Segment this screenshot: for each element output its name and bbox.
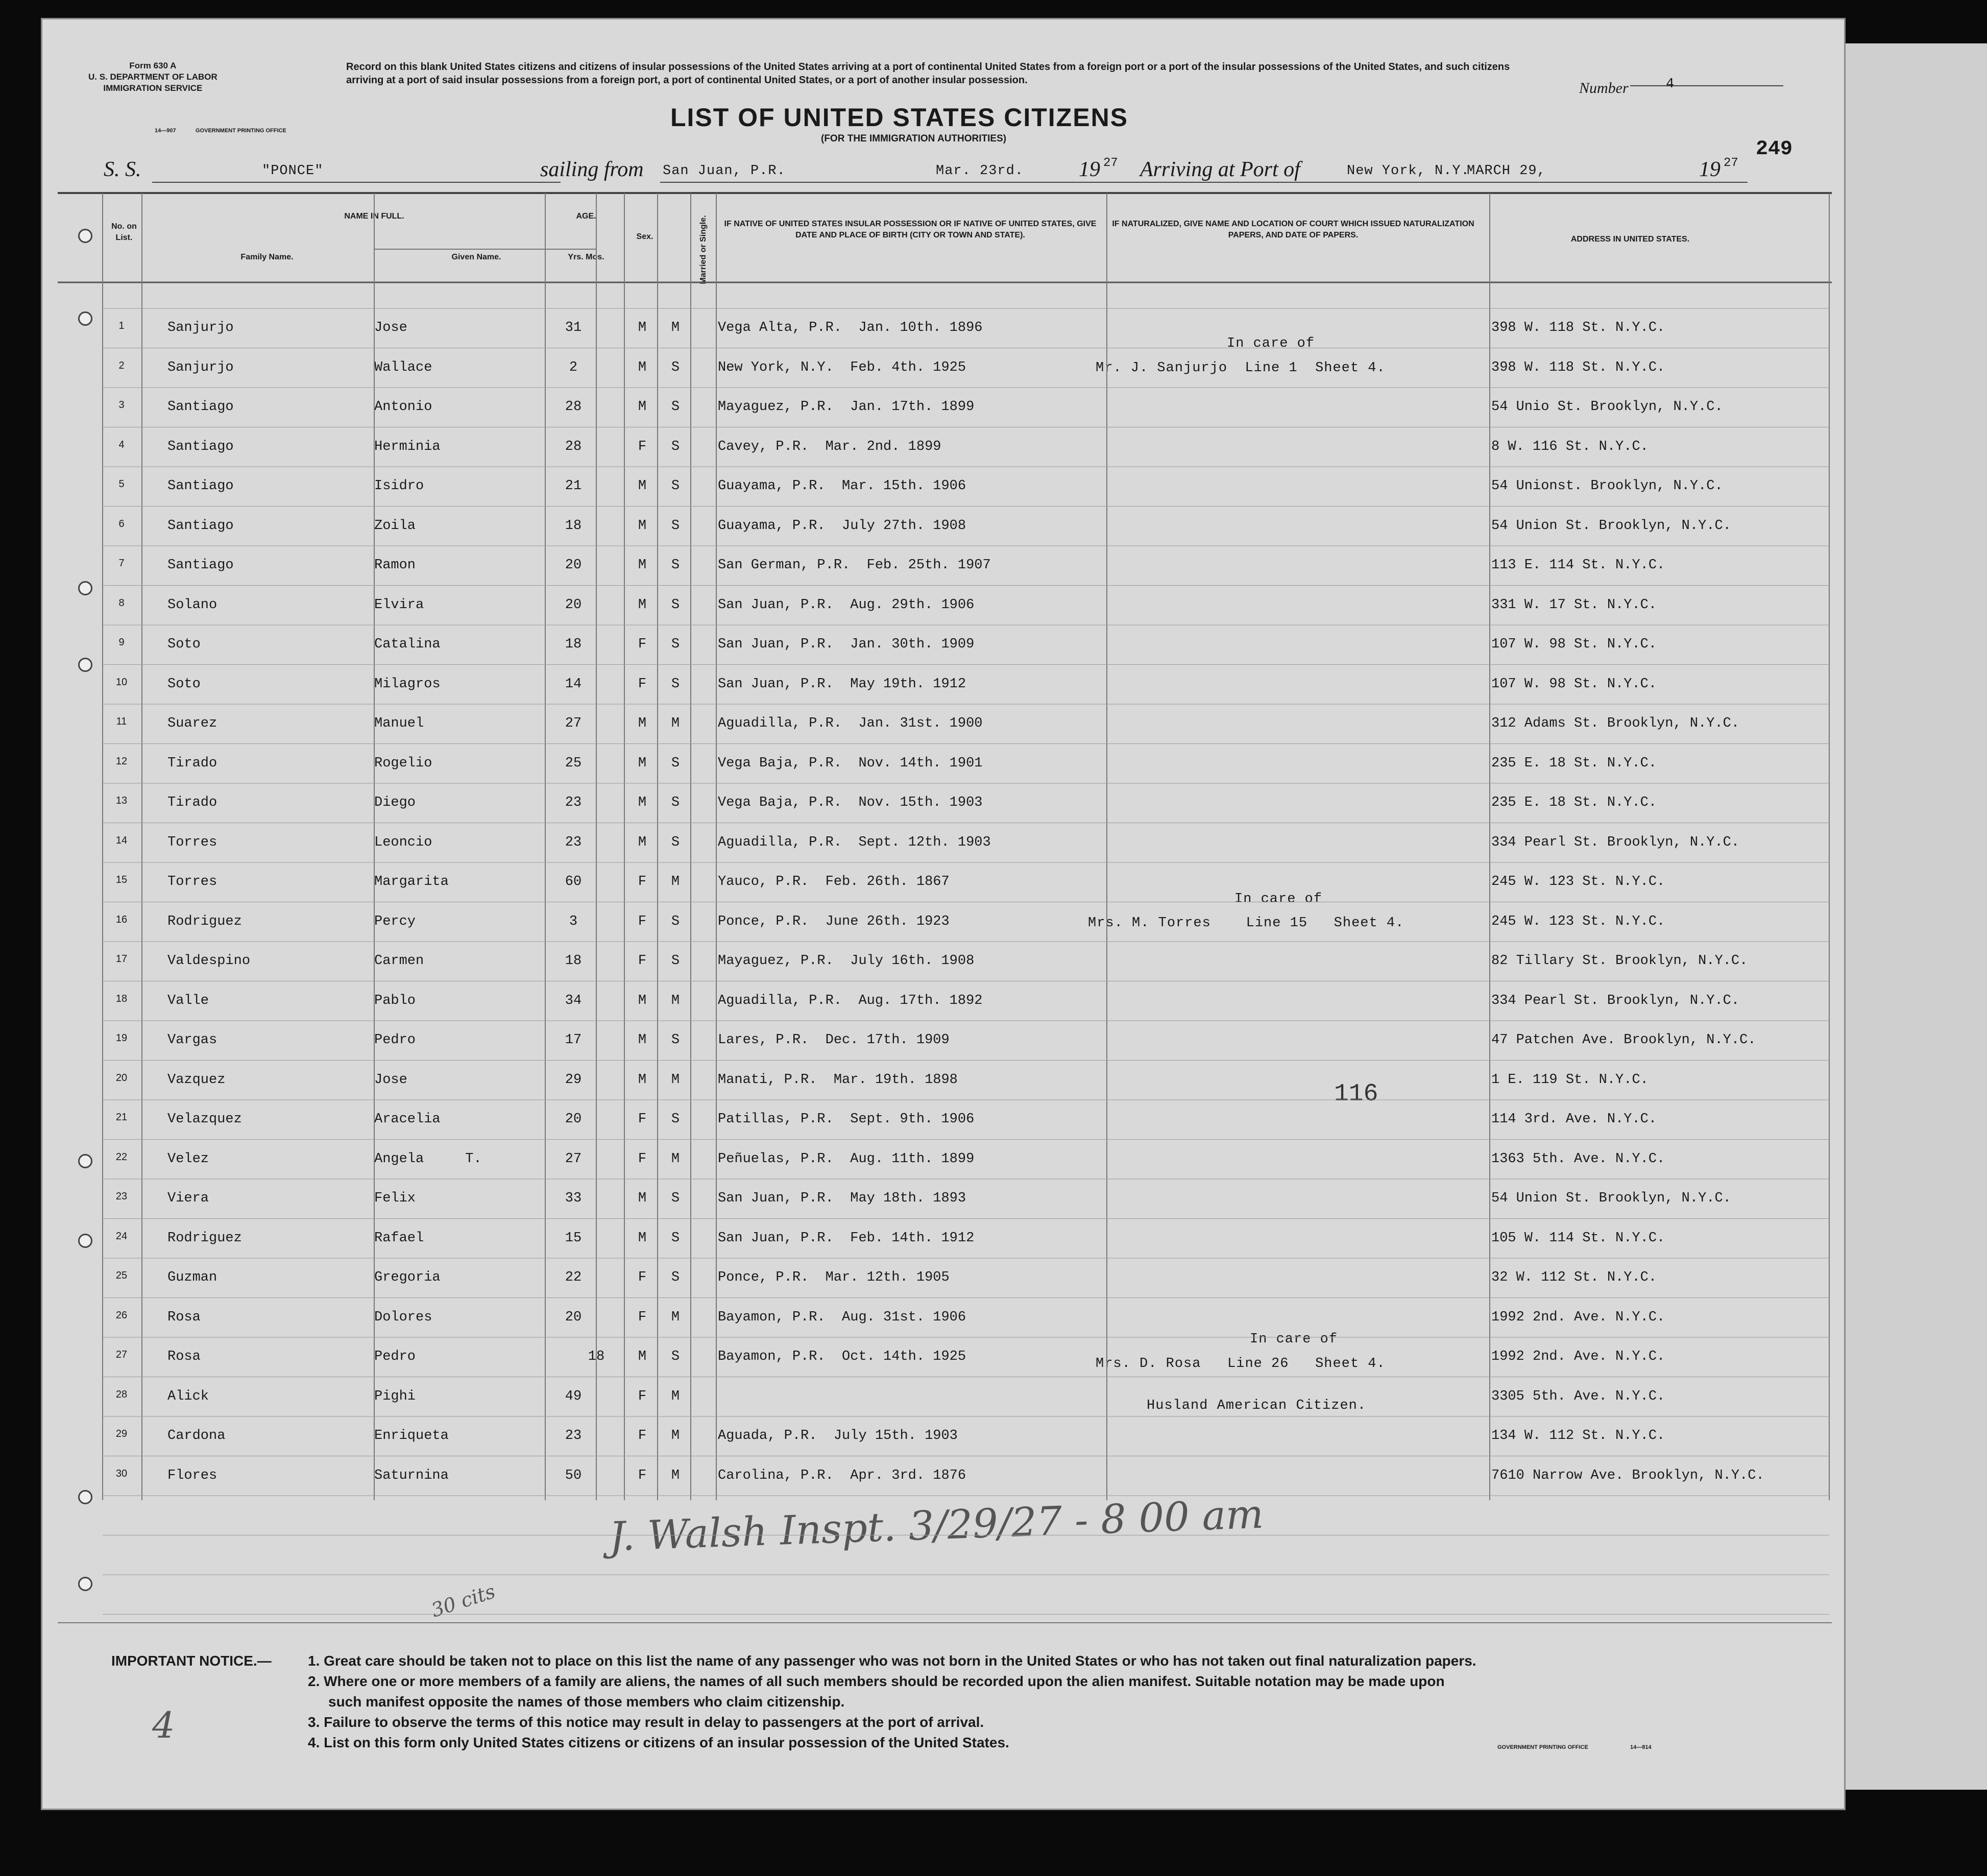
given-name: Dolores xyxy=(374,1309,432,1325)
sex: F xyxy=(638,1151,647,1167)
family-name: Torres xyxy=(167,834,217,850)
birth-info: Aguada, P.R. July 15th. 1903 xyxy=(718,1428,958,1444)
family-name: Santiago xyxy=(167,558,234,573)
marital-status: S xyxy=(671,676,680,692)
ss-label: S. S. xyxy=(104,158,141,181)
marital-status: M xyxy=(671,1151,680,1167)
sex: M xyxy=(638,1230,647,1246)
sex: M xyxy=(638,993,647,1008)
age-years: 17 xyxy=(565,1032,582,1048)
marital-status: S xyxy=(671,1191,680,1206)
birth-info: Mayaguez, P.R. Jan. 17th. 1899 xyxy=(718,399,975,415)
row-number: 27 xyxy=(115,1349,128,1360)
address: 134 W. 112 St. N.Y.C. xyxy=(1491,1428,1665,1444)
given-name: Carmen xyxy=(374,953,424,969)
note-4-line1: Husland American Citizen. xyxy=(1147,1398,1367,1413)
row-number: 4 xyxy=(118,439,125,450)
address: 398 W. 118 St. N.Y.C. xyxy=(1491,320,1665,335)
given-name: Gregoria xyxy=(374,1270,441,1285)
birth-info: Vega Alta, P.R. Jan. 10th. 1896 xyxy=(718,320,983,335)
row-number: 16 xyxy=(115,913,128,925)
marital-status: S xyxy=(671,1349,680,1364)
sex: F xyxy=(638,637,647,652)
family-name: Valdespino xyxy=(167,953,251,969)
address: 107 W. 98 St. N.Y.C. xyxy=(1491,676,1657,692)
row-number: 24 xyxy=(115,1230,128,1242)
family-name: Viera xyxy=(167,1191,209,1206)
number-label: Number xyxy=(1579,80,1629,97)
family-name: Torres xyxy=(167,874,217,889)
service-name: IMMIGRATION SERVICE xyxy=(103,83,203,93)
age-years: 20 xyxy=(565,1309,582,1325)
col-header-family: Family Name. xyxy=(240,253,294,261)
family-name: Rodriguez xyxy=(167,913,242,929)
age-years: 34 xyxy=(565,993,582,1008)
note-2-line1: In care of xyxy=(1234,892,1323,907)
birth-info: Mayaguez, P.R. July 16th. 1908 xyxy=(718,953,975,969)
age-years: 23 xyxy=(565,795,582,810)
birth-info: Guayama, P.R. Mar. 15th. 1906 xyxy=(718,478,966,494)
sex: F xyxy=(638,1309,647,1325)
col-header-sex: Sex. xyxy=(636,232,653,241)
age-years: 29 xyxy=(565,1072,582,1088)
given-name: Rafael xyxy=(374,1230,424,1246)
age-years: 28 xyxy=(565,439,582,454)
printing-code: 14—907 xyxy=(155,128,176,134)
row-number: 7 xyxy=(118,558,125,569)
stamp-number: 116 xyxy=(1334,1080,1378,1108)
row-number: 17 xyxy=(115,953,128,965)
given-name: Enriqueta xyxy=(374,1428,449,1444)
sex: M xyxy=(638,1191,647,1206)
family-name: Santiago xyxy=(167,439,234,454)
given-name: Pighi xyxy=(374,1388,416,1404)
row-number: 13 xyxy=(115,795,128,806)
address: 245 W. 123 St. N.Y.C. xyxy=(1491,874,1665,889)
sex: M xyxy=(638,478,647,494)
notice-heading: IMPORTANT NOTICE.— xyxy=(111,1653,272,1669)
row-number: 26 xyxy=(115,1309,128,1321)
note-1-line1: In care of xyxy=(1227,336,1315,351)
birth-info: Cavey, P.R. Mar. 2nd. 1899 xyxy=(718,439,941,454)
given-name: Elvira xyxy=(374,597,424,613)
sailing-label: sailing from xyxy=(540,158,644,181)
birth-info: Aguadilla, P.R. Jan. 31st. 1900 xyxy=(718,716,983,731)
age-years: 23 xyxy=(565,834,582,850)
address: 334 Pearl St. Brooklyn, N.Y.C. xyxy=(1491,834,1740,850)
address: 114 3rd. Ave. N.Y.C. xyxy=(1491,1112,1657,1127)
marital-status: S xyxy=(671,399,680,415)
birth-info: Guayama, P.R. July 27th. 1908 xyxy=(718,518,966,534)
given-name: Rogelio xyxy=(374,755,432,771)
footer-printing-office: GOVERNMENT PRINTING OFFICE xyxy=(1497,1744,1588,1750)
address: 113 E. 114 St. N.Y.C. xyxy=(1491,558,1665,573)
year-suffix: 27 xyxy=(1103,156,1118,170)
age-years: 18 xyxy=(565,637,582,652)
col-header-birth: IF NATIVE OF UNITED STATES INSULAR POSSESSION OR IF NATIVE OF UNITED STATES, GIVE DATE AND PLACE OF BIRTH (CITY OR TOWN AND STATE). xyxy=(724,220,1097,239)
family-name: Sanjurjo xyxy=(167,359,234,375)
birth-info: San Juan, P.R. May 19th. 1912 xyxy=(718,676,966,692)
given-name: Pedro xyxy=(374,1349,416,1364)
given-name: Ramon xyxy=(374,558,416,573)
sex: F xyxy=(638,676,647,692)
family-name: Valle xyxy=(167,993,209,1008)
sex: M xyxy=(638,320,647,335)
age-years: 20 xyxy=(565,1112,582,1127)
sex: M xyxy=(638,359,647,375)
family-name: Tirado xyxy=(167,755,217,771)
footer-code: 14—814 xyxy=(1630,1744,1652,1750)
number-value: 4 xyxy=(1666,77,1675,92)
address: 54 Union St. Brooklyn, N.Y.C. xyxy=(1491,518,1731,534)
row-number: 22 xyxy=(115,1151,128,1163)
col-header-no: No. on List. xyxy=(111,222,137,242)
marital-status: S xyxy=(671,518,680,534)
given-name: Zoila xyxy=(374,518,416,534)
address: 398 W. 118 St. N.Y.C. xyxy=(1491,359,1665,375)
note-2-line2: Mrs. M. Torres Line 15 Sheet 4. xyxy=(1088,916,1404,931)
row-number: 30 xyxy=(115,1468,128,1479)
marital-status: S xyxy=(671,1032,680,1048)
sex: M xyxy=(638,795,647,810)
arrival-port: New York, N.Y. xyxy=(1347,163,1470,179)
family-name: Soto xyxy=(167,637,201,652)
note-3-line1: In care of xyxy=(1250,1332,1338,1347)
row-number: 28 xyxy=(115,1388,128,1400)
age-years: 20 xyxy=(565,597,582,613)
notice-item-1: 1. Great care should be taken not to place on this list the name of any passenger who was not born in the United States or who has not taken out final naturalization papers. xyxy=(308,1653,1476,1669)
page-number: 249 xyxy=(1756,138,1793,161)
address: 32 W. 112 St. N.Y.C. xyxy=(1491,1270,1657,1285)
sex: M xyxy=(638,1032,647,1048)
marital-status: S xyxy=(671,795,680,810)
birth-info: San German, P.R. Feb. 25th. 1907 xyxy=(718,558,991,573)
address: 235 E. 18 St. N.Y.C. xyxy=(1491,755,1657,771)
marital-status: S xyxy=(671,439,680,454)
marital-status: S xyxy=(671,359,680,375)
family-name: Soto xyxy=(167,676,201,692)
birth-info: Vega Baja, P.R. Nov. 14th. 1901 xyxy=(718,755,983,771)
row-number: 9 xyxy=(118,637,125,648)
arriving-label: Arriving at Port of xyxy=(1140,158,1300,181)
birth-info: Aguadilla, P.R. Sept. 12th. 1903 xyxy=(718,834,991,850)
row-number: 3 xyxy=(118,399,125,411)
family-name: Santiago xyxy=(167,478,234,494)
row-number: 29 xyxy=(115,1428,128,1439)
age-years: 22 xyxy=(565,1270,582,1285)
address: 7610 Narrow Ave. Brooklyn, N.Y.C. xyxy=(1491,1468,1764,1483)
given-name: Jose xyxy=(374,320,407,335)
sex: F xyxy=(638,1388,647,1404)
birth-info: Ponce, P.R. June 26th. 1923 xyxy=(718,913,950,929)
sex: M xyxy=(638,597,647,613)
family-name: Rodriguez xyxy=(167,1230,242,1246)
age-years: 60 xyxy=(565,874,582,889)
family-name: Solano xyxy=(167,597,217,613)
age-years: 2 xyxy=(569,359,578,375)
family-name: Tirado xyxy=(167,795,217,810)
family-name: Suarez xyxy=(167,716,217,731)
family-name: Velez xyxy=(167,1151,209,1167)
given-name: Pablo xyxy=(374,993,416,1008)
ruling-lines xyxy=(42,19,1847,1812)
arrival-year-suffix: 27 xyxy=(1724,156,1738,170)
background-sheet xyxy=(1835,43,1987,1790)
given-name: Herminia xyxy=(374,439,441,454)
department-name: U. S. DEPARTMENT OF LABOR xyxy=(88,72,217,82)
margin-number: 4 xyxy=(152,1704,175,1746)
address: 1992 2nd. Ave. N.Y.C. xyxy=(1491,1349,1665,1364)
ship-name: "PONCE" xyxy=(262,163,324,179)
marital-status: S xyxy=(671,913,680,929)
sex: F xyxy=(638,439,647,454)
sex: M xyxy=(638,755,647,771)
row-number: 10 xyxy=(115,676,128,688)
sex: F xyxy=(638,874,647,889)
given-name: Antonio xyxy=(374,399,432,415)
age-years: 28 xyxy=(565,399,582,415)
sex: F xyxy=(638,1468,647,1483)
address: 54 Unio St. Brooklyn, N.Y.C. xyxy=(1491,399,1723,415)
row-number: 23 xyxy=(115,1191,128,1202)
row-number: 18 xyxy=(115,993,128,1004)
age-years: 27 xyxy=(565,1151,582,1167)
row-number: 20 xyxy=(115,1072,128,1084)
family-name: Vargas xyxy=(167,1032,217,1048)
sex: F xyxy=(638,1270,647,1285)
age-years: 15 xyxy=(565,1230,582,1246)
address: 235 E. 18 St. N.Y.C. xyxy=(1491,795,1657,810)
sex: M xyxy=(638,399,647,415)
marital-status: M xyxy=(671,1468,680,1483)
margin-note: 30 cits xyxy=(428,1580,498,1622)
arrival-year-prefix: 19 xyxy=(1699,158,1721,181)
marital-status: S xyxy=(671,1230,680,1246)
row-number: 5 xyxy=(118,478,125,490)
marital-status: S xyxy=(671,558,680,573)
family-name: Guzman xyxy=(167,1270,217,1285)
row-number: 2 xyxy=(118,359,125,371)
age-years: 50 xyxy=(565,1468,582,1483)
age-years: 20 xyxy=(565,558,582,573)
col-header-age: AGE. xyxy=(576,212,596,221)
row-number: 8 xyxy=(118,597,125,609)
record-instructions: Record on this blank United States citizens and citizens of insular possessions of the United States arriving at a port of continental United States from a foreign port or a port of the insular possessions of the United States, and such citizens arriving at a port of said insular possessions from a foreign port, a port of continental United States, or a port of another insular possession. xyxy=(346,61,1510,86)
address: 312 Adams St. Brooklyn, N.Y.C. xyxy=(1491,716,1740,731)
marital-status: M xyxy=(671,1388,680,1404)
age-years: 27 xyxy=(565,716,582,731)
row-number: 25 xyxy=(115,1270,128,1281)
age-years: 33 xyxy=(565,1191,582,1206)
row-number: 6 xyxy=(118,518,125,530)
sex: M xyxy=(638,834,647,850)
given-name: Milagros xyxy=(374,676,441,692)
year-prefix: 19 xyxy=(1079,158,1100,181)
age-years: 25 xyxy=(565,755,582,771)
marital-status: S xyxy=(671,1270,680,1285)
age-years: 49 xyxy=(565,1388,582,1404)
notice-item-2-cont: such manifest opposite the names of those members who claim citizenship. xyxy=(328,1694,845,1710)
birth-info: San Juan, P.R. Feb. 14th. 1912 xyxy=(718,1230,975,1246)
notice-item-4: 4. List on this form only United States citizens or citizens of an insular possession of the United States. xyxy=(308,1735,1009,1750)
manifest-page xyxy=(41,18,1846,1810)
row-number: 11 xyxy=(116,716,127,727)
age-years: 23 xyxy=(565,1428,582,1444)
age-years: 18 xyxy=(565,953,582,969)
address: 331 W. 17 St. N.Y.C. xyxy=(1491,597,1657,613)
address: 8 W. 116 St. N.Y.C. xyxy=(1491,439,1649,454)
page-subtitle: (FOR THE IMMIGRATION AUTHORITIES) xyxy=(821,133,1007,144)
marital-status: M xyxy=(671,1072,680,1088)
address: 82 Tillary St. Brooklyn, N.Y.C. xyxy=(1491,953,1748,969)
inspector-signature: J. Walsh Inspt. 3/29/27 - 8 00 am xyxy=(608,1491,1265,1560)
given-name: Manuel xyxy=(374,716,424,731)
birth-info: Bayamon, P.R. Aug. 31st. 1906 xyxy=(718,1309,966,1325)
sex: F xyxy=(638,1428,647,1444)
note-3-line2: Mrs. D. Rosa Line 26 Sheet 4. xyxy=(1096,1356,1386,1372)
age-months: 18 xyxy=(588,1349,605,1364)
given-name: Felix xyxy=(374,1191,416,1206)
given-name: Wallace xyxy=(374,359,432,375)
marital-status: M xyxy=(671,1309,680,1325)
sex: M xyxy=(638,716,647,731)
given-name: Catalina xyxy=(374,637,441,652)
marital-status: S xyxy=(671,834,680,850)
marital-status: M xyxy=(671,1428,680,1444)
birth-info: Bayamon, P.R. Oct. 14th. 1925 xyxy=(718,1349,966,1364)
address: 105 W. 114 St. N.Y.C. xyxy=(1491,1230,1665,1246)
age-years: 3 xyxy=(569,913,578,929)
sex: M xyxy=(638,1072,647,1088)
birth-info: Lares, P.R. Dec. 17th. 1909 xyxy=(718,1032,950,1048)
family-name: Alick xyxy=(167,1388,209,1404)
sex: M xyxy=(638,558,647,573)
sex: F xyxy=(638,913,647,929)
family-name: Rosa xyxy=(167,1349,201,1364)
marital-status: S xyxy=(671,953,680,969)
form-number: Form 630 A xyxy=(129,61,177,70)
marital-status: S xyxy=(671,637,680,652)
birth-info: New York, N.Y. Feb. 4th. 1925 xyxy=(718,359,966,375)
printing-office: GOVERNMENT PRINTING OFFICE xyxy=(196,128,286,134)
given-name: Jose xyxy=(374,1072,407,1088)
address: 47 Patchen Ave. Brooklyn, N.Y.C. xyxy=(1491,1032,1756,1048)
col-header-given: Given Name. xyxy=(451,253,501,261)
given-name: Angela T. xyxy=(374,1151,482,1167)
marital-status: M xyxy=(671,874,680,889)
sex: M xyxy=(638,1349,647,1364)
row-number: 21 xyxy=(115,1112,128,1123)
birth-info: Carolina, P.R. Apr. 3rd. 1876 xyxy=(718,1468,966,1483)
family-name: Sanjurjo xyxy=(167,320,234,335)
row-number: 15 xyxy=(115,874,128,885)
arrival-date: MARCH 29, xyxy=(1467,163,1546,179)
row-number: 14 xyxy=(115,834,128,846)
row-number: 19 xyxy=(115,1032,128,1044)
given-name: Aracelia xyxy=(374,1112,441,1127)
col-header-name-in-full: NAME IN FULL. xyxy=(344,212,404,221)
sex: M xyxy=(638,518,647,534)
note-1-line2: Mr. J. Sanjurjo Line 1 Sheet 4. xyxy=(1096,360,1386,376)
birth-info: San Juan, P.R. Jan. 30th. 1909 xyxy=(718,637,975,652)
col-header-yrs-mos: Yrs. Mos. xyxy=(568,253,604,261)
given-name: Isidro xyxy=(374,478,424,494)
departure-port: San Juan, P.R. xyxy=(663,163,786,179)
birth-info: Manati, P.R. Mar. 19th. 1898 xyxy=(718,1072,958,1088)
birth-info: Peñuelas, P.R. Aug. 11th. 1899 xyxy=(718,1151,975,1167)
family-name: Velazquez xyxy=(167,1112,242,1127)
sex: F xyxy=(638,953,647,969)
family-name: Rosa xyxy=(167,1309,201,1325)
col-header-address: ADDRESS IN UNITED STATES. xyxy=(1570,235,1690,244)
marital-status: S xyxy=(671,755,680,771)
family-name: Cardona xyxy=(167,1428,226,1444)
marital-status: S xyxy=(671,597,680,613)
address: 107 W. 98 St. N.Y.C. xyxy=(1491,637,1657,652)
given-name: Percy xyxy=(374,913,416,929)
marital-status: M xyxy=(671,716,680,731)
row-number: 1 xyxy=(118,320,125,331)
given-name: Diego xyxy=(374,795,416,810)
birth-info: Patillas, P.R. Sept. 9th. 1906 xyxy=(718,1112,975,1127)
address: 1992 2nd. Ave. N.Y.C. xyxy=(1491,1309,1665,1325)
age-years: 18 xyxy=(565,518,582,534)
col-header-married: Married or Single. xyxy=(699,215,708,284)
given-name: Margarita xyxy=(374,874,449,889)
page-title: LIST OF UNITED STATES CITIZENS xyxy=(670,103,1129,132)
birth-info: Yauco, P.R. Feb. 26th. 1867 xyxy=(718,874,950,889)
address: 1363 5th. Ave. N.Y.C. xyxy=(1491,1151,1665,1167)
address: 54 Unionst. Brooklyn, N.Y.C. xyxy=(1491,478,1723,494)
marital-status: M xyxy=(671,320,680,335)
given-name: Leoncio xyxy=(374,834,432,850)
family-name: Santiago xyxy=(167,518,234,534)
birth-info: San Juan, P.R. Aug. 29th. 1906 xyxy=(718,597,975,613)
birth-info: Aguadilla, P.R. Aug. 17th. 1892 xyxy=(718,993,983,1008)
given-name: Pedro xyxy=(374,1032,416,1048)
row-number: 12 xyxy=(115,755,128,767)
marital-status: S xyxy=(671,1112,680,1127)
address: 1 E. 119 St. N.Y.C. xyxy=(1491,1072,1649,1088)
notice-item-3: 3. Failure to observe the terms of this notice may result in delay to passengers at the port of arrival. xyxy=(308,1714,984,1730)
age-years: 31 xyxy=(565,320,582,335)
marital-status: M xyxy=(671,993,680,1008)
sex: F xyxy=(638,1112,647,1127)
address: 54 Union St. Brooklyn, N.Y.C. xyxy=(1491,1191,1731,1206)
col-header-naturalized: IF NATURALIZED, GIVE NAME AND LOCATION OF COURT WHICH ISSUED NATURALIZATION PAPERS, AND DATE OF PAPERS. xyxy=(1112,220,1474,239)
birth-info: San Juan, P.R. May 18th. 1893 xyxy=(718,1191,966,1206)
birth-info: Ponce, P.R. Mar. 12th. 1905 xyxy=(718,1270,950,1285)
address: 245 W. 123 St. N.Y.C. xyxy=(1491,913,1665,929)
family-name: Flores xyxy=(167,1468,217,1483)
given-name: Saturnina xyxy=(374,1468,449,1483)
departure-date: Mar. 23rd. xyxy=(936,163,1024,179)
family-name: Vazquez xyxy=(167,1072,226,1088)
address: 334 Pearl St. Brooklyn, N.Y.C. xyxy=(1491,993,1740,1008)
age-years: 21 xyxy=(565,478,582,494)
address: 3305 5th. Ave. N.Y.C. xyxy=(1491,1388,1665,1404)
notice-item-2: 2. Where one or more members of a family are aliens, the names of all such members should be recorded upon the alien manifest. Suitable notation may be made upon xyxy=(308,1673,1445,1689)
marital-status: S xyxy=(671,478,680,494)
birth-info: Vega Baja, P.R. Nov. 15th. 1903 xyxy=(718,795,983,810)
age-years: 14 xyxy=(565,676,582,692)
family-name: Santiago xyxy=(167,399,234,415)
